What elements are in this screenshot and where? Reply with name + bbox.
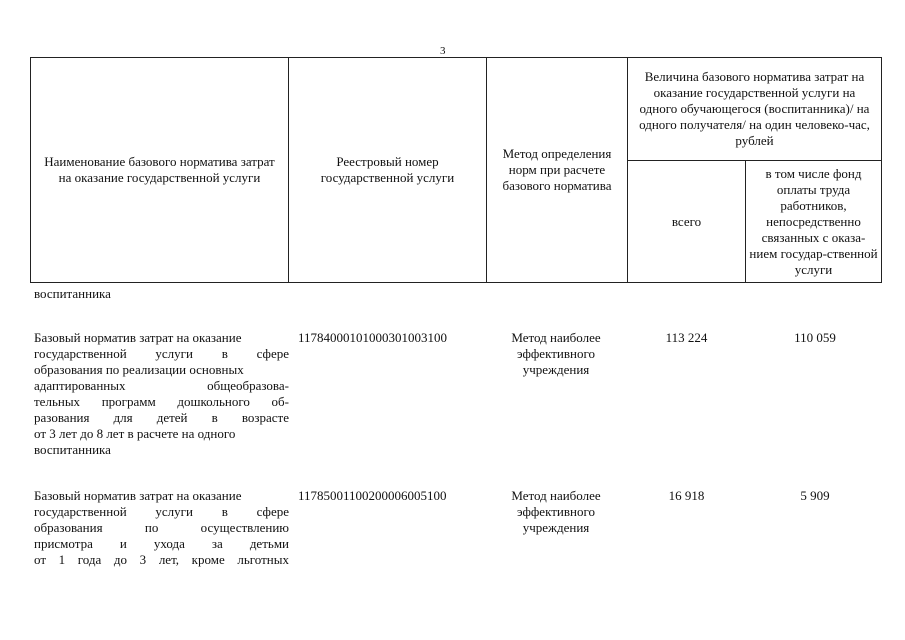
- header-value-group: Величина базового норматива затрат на оказание государственной услуги на одного обучающегося (воспитанника)/ на одного получателя/ на один человеко-час, рублей: [639, 69, 870, 148]
- row-name-line: образования по осуществлению: [34, 520, 289, 535]
- row-name-line: воспитанника: [34, 286, 111, 301]
- table-header: [30, 57, 882, 283]
- row-name: [34, 488, 289, 568]
- header-fund-column: в том числе фонд оплаты труда работников, непосредственно связанных с оказа-нием государ-ственной услуги: [749, 165, 878, 277]
- row-registry-number: 11785001100200006005100: [298, 488, 447, 503]
- row-registry-number: 11784000101000301003100: [298, 330, 448, 345]
- row-name-line: от 3 лет до 8 лет в расчете на одного: [34, 426, 236, 441]
- row-name-line: образования по реализации основных: [34, 362, 244, 377]
- row-method: Метод наиболее эффективного учреждения: [511, 488, 601, 535]
- row-total: 113 224: [665, 330, 708, 345]
- row-name-line: тельных программ дошкольного об-: [34, 394, 289, 409]
- table-row: [34, 286, 111, 302]
- row-name-line: от 1 года до 3 лет, кроме льготных: [34, 552, 289, 567]
- row-name-line: присмотра и ухода за детьми: [34, 536, 289, 551]
- row-name-line: разования для детей в возрасте: [34, 410, 289, 425]
- row-total: 16 918: [668, 488, 705, 503]
- row-fund: 110 059: [794, 330, 836, 345]
- row-name-line: адаптированных общеобразова-: [34, 378, 289, 393]
- header-method-column: Метод определения норм при расчете базового норматива: [502, 146, 612, 193]
- header-registry-column: Реестровый номер государственной услуги: [320, 154, 455, 185]
- row-name-line: государственной услуги в сфере: [34, 504, 289, 519]
- row-name-line: государственной услуги в сфере: [34, 346, 289, 361]
- row-name-line: воспитанника: [34, 442, 111, 457]
- row-method: Метод наиболее эффективного учреждения: [511, 330, 601, 377]
- row-name-line: Базовый норматив затрат на оказание: [34, 330, 242, 345]
- row-fund: 5 909: [800, 488, 830, 503]
- row-name-line: Базовый норматив затрат на оказание: [34, 488, 242, 503]
- row-name: [34, 330, 289, 458]
- header-name-column: Наименование базового норматива затрат на оказание государственной услуги: [44, 154, 275, 185]
- header-total-column: всего: [671, 213, 702, 229]
- page-number: 3: [440, 45, 446, 57]
